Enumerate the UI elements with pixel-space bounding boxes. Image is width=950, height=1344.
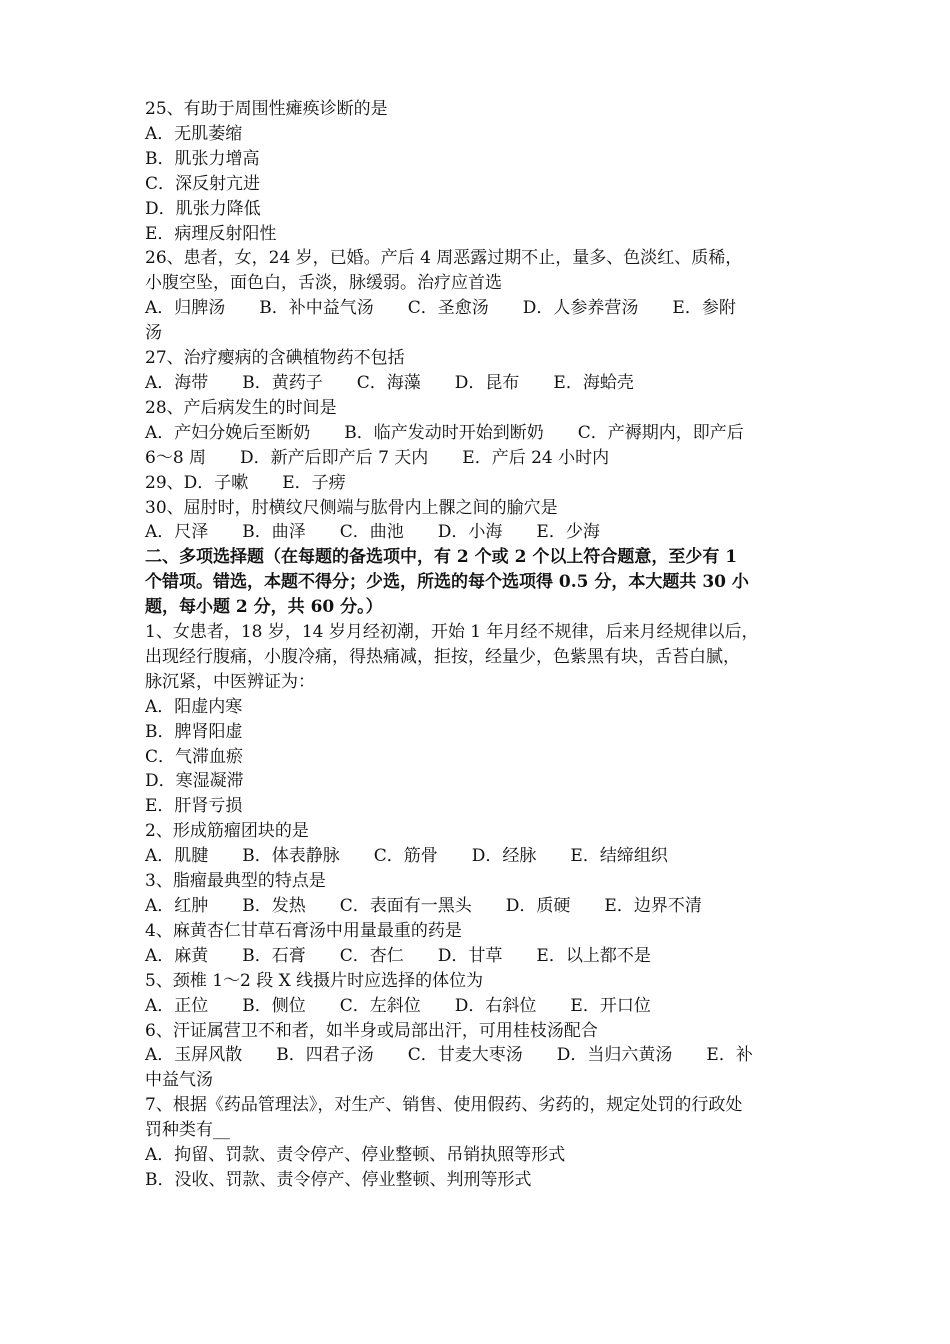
question-25-option-a: A．无肌萎缩 (145, 123, 243, 144)
question-26-stem-line-2: 小腹空坠，面色白，舌淡，脉缓弱。治疗应首选 (145, 273, 502, 294)
document-page (145, 97, 810, 1193)
question-29: 29、D．子嗽 E．子痨 (145, 472, 346, 493)
mc-question-7-stem-line-2: 罚种类有__ (145, 1120, 230, 1141)
question-25-option-d: D．肌张力降低 (145, 198, 261, 219)
mc-question-1-option-a: A．阳虚内寒 (145, 696, 243, 717)
mc-question-1-stem-line-3: 脉沉紧，中医辨证为： (145, 671, 315, 692)
section-heading-line-1: 二、多项选择题（在每题的备选项中，有 2 个或 2 个以上符合题意，至少有 1 (145, 547, 738, 568)
question-26-options-line-1: A．归脾汤 B．补中益气汤 C．圣愈汤 D．人参养营汤 E．参附 (145, 298, 736, 319)
question-26-options-line-2: 汤 (145, 323, 162, 344)
mc-question-1-option-e: E．肝肾亏损 (145, 796, 243, 817)
question-28-options-line-1: A．产妇分娩后至断奶 B．临产发动时开始到断奶 C．产褥期内，即产后 (145, 422, 744, 443)
mc-question-2-options: A．肌腱 B．体表静脉 C．筋骨 D．经脉 E．结缔组织 (145, 846, 668, 867)
mc-question-5-stem: 5、颈椎 1～2 段 X 线摄片时应选择的体位为 (145, 970, 484, 991)
question-25-option-c: C．深反射亢进 (145, 173, 261, 194)
mc-question-2-stem: 2、形成筋瘤团块的是 (145, 821, 309, 842)
mc-question-7-option-b: B．没收、罚款、责令停产、停业整顿、判刑等形式 (145, 1169, 532, 1190)
question-28-options-line-2: 6～8 周 D．新产后即产后 7 天内 E．产后 24 小时内 (145, 447, 610, 468)
mc-question-1-stem-line-2: 出现经行腹痛，小腹冷痛，得热痛减，拒按，经量少，色紫黑有块，舌苔白腻， (145, 646, 740, 667)
mc-question-7-option-a: A．拘留、罚款、责令停产、停业整顿、吊销执照等形式 (145, 1145, 566, 1166)
question-27-stem: 27、治疗瘿病的含碘植物药不包括 (145, 348, 405, 369)
mc-question-6-stem: 6、汗证属营卫不和者，如半身或局部出汗，可用桂枝汤配合 (145, 1020, 598, 1041)
question-25-option-e: E．病理反射阳性 (145, 223, 277, 244)
mc-question-7-stem-line-1: 7、根据《药品管理法》，对生产、销售、使用假药、劣药的，规定处罚的行政处 (145, 1095, 743, 1116)
question-30-stem: 30、屈肘时，肘横纹尺侧端与肱骨内上髁之间的腧穴是 (145, 497, 558, 518)
mc-question-3-options: A．红肿 B．发热 C．表面有一黑头 D．质硬 E．边界不清 (145, 896, 702, 916)
mc-question-1-stem-line-1: 1、女患者，18 岁，14 岁月经初潮，开始 1 年月经不规律，后来月经规律以后， (145, 622, 759, 643)
mc-question-1-option-d: D．寒湿凝滞 (145, 771, 244, 792)
question-25-option-b: B．肌张力增高 (145, 148, 260, 169)
question-25-stem: 25、有助于周围性瘫痪诊断的是 (145, 99, 388, 119)
mc-question-1-option-b: B．脾肾阳虚 (145, 721, 243, 742)
mc-question-6-options-line-2: 中益气汤 (145, 1070, 213, 1091)
question-26-stem-line-1: 26、患者，女，24 岁，已婚。产后 4 周恶露过期不止，量多、色淡红、质稀， (145, 248, 743, 269)
mc-question-6-options-line-1: A．玉屏风散 B．四君子汤 C．甘麦大枣汤 D．当归六黄汤 E．补 (145, 1045, 753, 1066)
question-27-options: A．海带 B．黄药子 C．海藻 D．昆布 E．海蛤壳 (145, 372, 634, 393)
mc-question-4-stem: 4、麻黄杏仁甘草石膏汤中用量最重的药是 (145, 920, 462, 941)
mc-question-1-option-c: C．气滞血瘀 (145, 746, 244, 767)
question-30-options: A．尺泽 B．曲泽 C．曲池 D．小海 E．少海 (145, 522, 600, 543)
mc-question-4-options: A．麻黄 B．石膏 C．杏仁 D．甘草 E．以上都不是 (145, 945, 651, 966)
mc-question-3-stem: 3、脂瘤最典型的特点是 (145, 871, 326, 892)
question-28-stem: 28、产后病发生的时间是 (145, 397, 337, 418)
section-heading-line-3: 题，每小题 2 分，共 60 分。） (145, 597, 383, 618)
section-heading-line-2: 个错项。错选，本题不得分；少选，所选的每个选项得 0.5 分，本大题共 30 小 (145, 572, 749, 593)
mc-question-5-options: A．正位 B．侧位 C．左斜位 D．右斜位 E．开口位 (145, 995, 651, 1016)
